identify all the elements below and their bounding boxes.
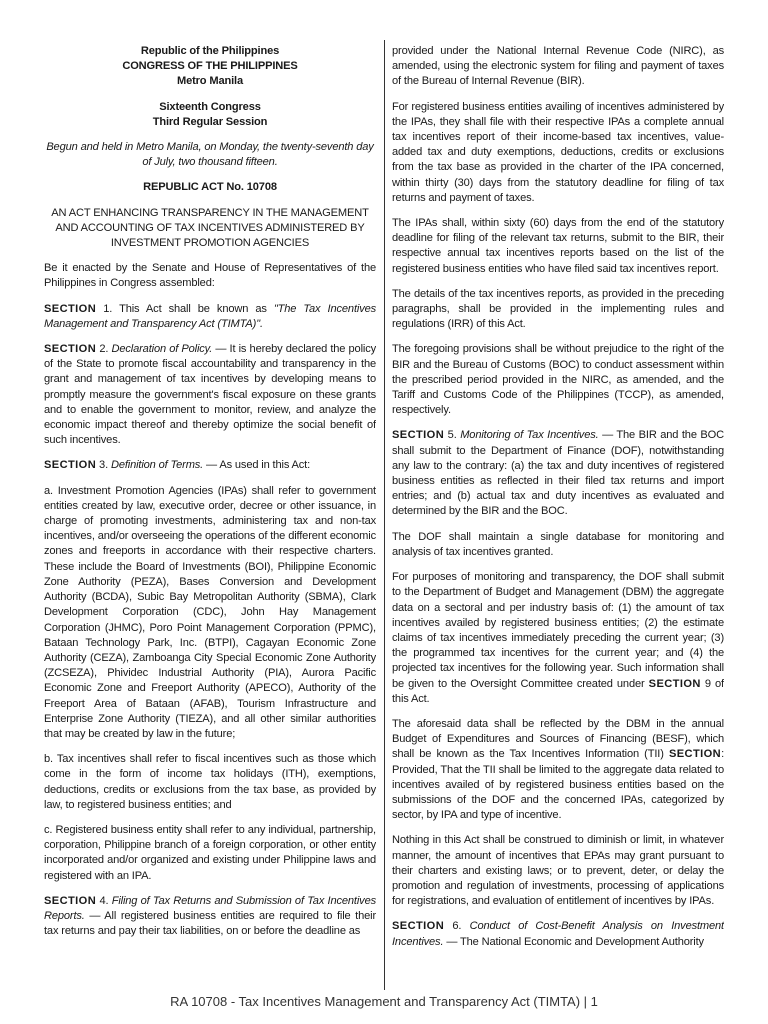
section-4-text: — All registered business entities are required to file their tax returns and pay their tax liabilities, on or before the deadline as: [44, 909, 376, 938]
paragraph: [392, 717, 724, 823]
paragraph: The IPAs shall, within sixty (60) days from the end of the statutory deadline for filing of the relevant tax returns, submit to the BIR, their respective annual tax incentives reports based on the list of the registered business entities who have filed said tax incentives report.: [392, 217, 724, 275]
section-3-text: — As used in this Act:: [203, 459, 311, 472]
section-2: [44, 342, 376, 448]
section-number: 4.: [96, 894, 112, 907]
definition-c: c. Registered business entity shall refer to any individual, partnership, corporation, Philippine branch of a foreign corporation, or other entity incorporated and/or organized and existing under Philippine laws and registered with an IPA.: [44, 823, 376, 882]
paragraph: provided under the National Internal Revenue Code (NIRC), as amended, using the electronic system for filing and payment of taxes of the Bureau of Internal Revenue (BIR).: [392, 45, 724, 88]
paragraph: For registered business entities availing of incentives administered by the IPAs, they shall file with their respective IPAs a complete annual tax incentives report of their income-based tax incentives, value-added tax and duty exemptions, deductions, credits or exclusions from the tax base as provided in the charter of the IPA concerned, within thirty (30) days from the statutory deadline for filing of tax returns and payment of taxes.: [392, 100, 724, 204]
section-number: 5.: [444, 429, 461, 442]
section-label: SECTION: [668, 748, 722, 761]
section-5: [392, 428, 724, 519]
header-congress: CONGRESS OF THE PHILIPPINES: [122, 60, 298, 73]
right-column: [392, 44, 724, 992]
paragraph: [392, 570, 724, 707]
paragraph: The DOF shall maintain a single database for monitoring and analysis of tax incentives granted.: [392, 530, 724, 558]
section-5-text: — The BIR and the BOC shall submit to the Department of Finance (DOF), notwithstanding any law to the contrary: (a) the tax and duty incentives of registered business entities as reflected in their filed tax returns and import entries; and (b) actual tax and duty incentives as evaluated and determined by the BIR and the BOC.: [392, 429, 724, 518]
section-label: SECTION: [392, 920, 445, 933]
section-3: [44, 458, 376, 473]
section-number: 2.: [96, 343, 112, 356]
header-location: Metro Manila: [176, 75, 243, 88]
section-6-heading: Conduct of Cost-Benefit Analysis on Investment Incentives.: [392, 920, 724, 948]
section-label: SECTION: [44, 894, 97, 907]
section-3-heading: Definition of Terms.: [110, 459, 204, 472]
section-2-heading: Declaration of Policy.: [111, 343, 213, 356]
header-congress-number: Sixteenth Congress: [159, 100, 261, 113]
section-number: 3.: [96, 459, 111, 472]
definition-b: b. Tax incentives shall refer to fiscal incentives such as those which come in the form of income tax holidays (ITH), exemptions, deductions, credits or exclusions from the tax base, as provided by law, to registered business entities; and: [44, 753, 376, 811]
section-6: [392, 919, 724, 949]
section-6-text: — The National Economic and Development Authority: [443, 935, 704, 948]
definition-a: a. Investment Promotion Agencies (IPAs) shall refer to government entities created by law, executive order, decree or other issuance, in charge of promoting investments, administering tax and non-tax incentives, and/or overseeing the operations of the different economic zones and freeports in accordance with their respective charters. These include the Board of Investments (BOI), Philippine Economic Zone Authority (PEZA), Bases Conversion and Development Authority (BCDA), Subic Bay Metropolitan Authority (SBMA), Clark Development Corporation (CDC), John Hay Management Corporation (JHMC), Poro Point Management Corporation (PPMC), Bataan Technology Park, Inc. (BTPI), Cagayan Economic Zone Authority (CEZA), Zamboanga City Special Economic Zone Authority (ZCSEZA), Phividec Industrial Authority (PIA), Aurora Pacific Economic Zone and Freeport Authority (APECO), Authority of the Freeport Area of Bataan (AFAB), Tourism Infrastructure and Enterprise Zone Authority (TIEZA), and all other similar authorities that may be created by law in the future;: [44, 484, 376, 740]
section-2-text: — It is hereby declared the policy of the State to promote fiscal accountability and transparency in the grant and management of tax incentives by developing means to promptly measure the government's fiscal exposure on these grants and to enable the government to monitor, review, and analyze the economic impact thereof and thereby optimize the social benefit of such incentives.: [44, 343, 376, 447]
page-footer: RA 10708 - Tax Incentives Management and Transparency Act (TIMTA) | 1: [170, 994, 598, 1009]
section-label: SECTION: [648, 677, 701, 690]
section-1-text: 1. This Act shall be known as: [96, 302, 274, 315]
section-label: SECTION: [44, 302, 97, 315]
paragraph-text: The aforesaid data shall be reflected by the DBM in the annual Budget of Expenditures and Sources of Financing (BESF), which shall be known as the Tax Incentives Information (TII): [392, 717, 724, 761]
paragraph: The foregoing provisions shall be without prejudice to the right of the BIR and the Bureau of Customs (BOC) to conduct assessment within the prescribed period provided in the NIRC, as amended, and the Tariff and Customs Code of the Philippines (TCCP), as amended, respectively.: [392, 343, 724, 417]
header-republic: Republic of the Philippines: [140, 45, 280, 57]
section-label: SECTION: [44, 343, 97, 356]
section-label: SECTION: [44, 459, 97, 472]
act-title: AN ACT ENHANCING TRANSPARENCY IN THE MANAGEMENT AND ACCOUNTING OF TAX INCENTIVES ADMINISTERED BY INVESTMENT PROMOTION AGENCIES: [51, 206, 369, 250]
column-divider: [384, 40, 385, 990]
section-label: SECTION: [392, 429, 445, 442]
left-column: [44, 44, 376, 992]
section-1-short-title: "The Tax Incentives Management and Transparency Act (TIMTA)".: [44, 302, 376, 330]
paragraph-text: 9 of this Act.: [392, 677, 724, 705]
begun-statement: Begun and held in Metro Manila, on Monday, the twenty-seventh day of July, two thousand fifteen.: [46, 141, 374, 169]
paragraph: The details of the tax incentives reports, as provided in the preceding paragraphs, shall be provided in the implementing rules and regulations (IRR) of this Act.: [392, 287, 724, 331]
enacting-clause: Be it enacted by the Senate and House of Representatives of the Philippines in Congress assembled:: [44, 262, 376, 290]
paragraph: Nothing in this Act shall be construed to diminish or limit, in whatever manner, the amount of incentives that EPAs may grant pursuant to their charters and existing laws; or to prevent, deter, or delay the promotion and regulation of investments, processing of applications for registrations, and evaluation of entitlement of incentives by IPAs.: [392, 834, 724, 908]
act-number: REPUBLIC ACT No. 10708: [143, 181, 277, 194]
section-4-heading: Filing of Tax Returns and Submission of Tax Incentives Reports.: [44, 894, 376, 922]
section-1: [44, 302, 376, 332]
paragraph-text: For purposes of monitoring and transparency, the DOF shall submit to the Department of Budget and Management (DBM) the aggregate data on a sectoral and per industry basis of: (1) the amount of tax incentives availed by registered business entities; (2) the estimate claims of tax incentives immediately preceding the current year; (3) the programmed tax incentives for the current year; and (4) the projected tax incentives for the following year. Such information shall be given to the Oversight Committee created under: [392, 571, 724, 690]
section-5-heading: Monitoring of Tax Incentives.: [460, 429, 599, 442]
section-number: 6.: [444, 920, 470, 933]
header-session: Third Regular Session: [152, 115, 268, 128]
section-4: [44, 894, 376, 940]
paragraph-text: : Provided, That the TII shall be limited to the aggregate data related to incentives availed of by registered business entities based on the submissions of the DOF and the concerned IPAs, categorized by sector, by IPA and type of incentive.: [392, 748, 724, 822]
